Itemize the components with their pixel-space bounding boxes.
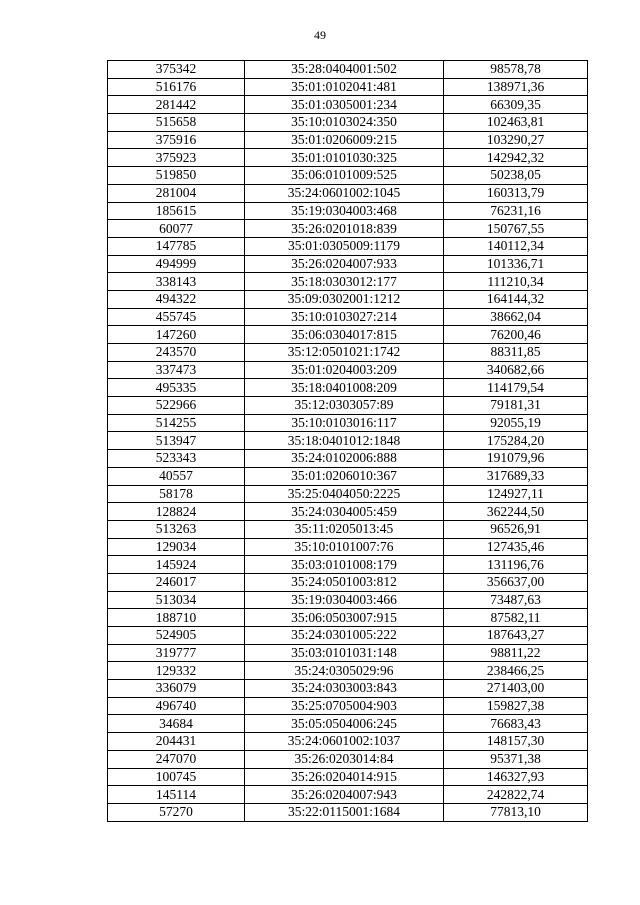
record-id-cell: 145114 (108, 786, 245, 804)
cadastral-number-cell: 35:01:0101030:325 (245, 149, 444, 167)
value-cell: 76683,43 (444, 715, 588, 733)
record-id-cell: 145924 (108, 556, 245, 574)
record-id-cell: 524905 (108, 627, 245, 645)
table-body (108, 61, 588, 822)
cadastral-number-cell: 35:11:0205013:45 (245, 520, 444, 538)
value-cell: 148157,30 (444, 733, 588, 751)
table-row (108, 768, 588, 786)
record-id-cell: 147785 (108, 237, 245, 255)
cadastral-number-cell: 35:01:0206009:215 (245, 131, 444, 149)
table-row (108, 255, 588, 273)
cadastral-number-cell: 35:03:0101031:148 (245, 644, 444, 662)
value-cell: 238466,25 (444, 662, 588, 680)
record-id-cell: 57270 (108, 803, 245, 821)
cadastral-number-cell: 35:26:0203014:84 (245, 750, 444, 768)
table-row (108, 750, 588, 768)
value-cell: 271403,00 (444, 680, 588, 698)
cadastral-number-cell: 35:06:0304017:815 (245, 326, 444, 344)
cadastral-number-cell: 35:10:0103016:117 (245, 414, 444, 432)
record-id-cell: 129332 (108, 662, 245, 680)
record-id-cell: 496740 (108, 697, 245, 715)
record-id-cell: 513034 (108, 591, 245, 609)
table-row (108, 220, 588, 238)
table-row (108, 397, 588, 415)
cadastral-number-cell: 35:10:0103027:214 (245, 308, 444, 326)
record-id-cell: 281442 (108, 96, 245, 114)
cadastral-number-cell: 35:25:0705004:903 (245, 697, 444, 715)
value-cell: 175284,20 (444, 432, 588, 450)
table-row (108, 573, 588, 591)
record-id-cell: 281004 (108, 184, 245, 202)
value-cell: 150767,55 (444, 220, 588, 238)
value-cell: 95371,38 (444, 750, 588, 768)
record-id-cell: 60077 (108, 220, 245, 238)
value-cell: 98811,22 (444, 644, 588, 662)
value-cell: 87582,11 (444, 609, 588, 627)
record-id-cell: 519850 (108, 167, 245, 185)
table-row (108, 290, 588, 308)
cadastral-number-cell: 35:24:0501003:812 (245, 573, 444, 591)
value-cell: 98578,78 (444, 61, 588, 79)
record-id-cell: 128824 (108, 503, 245, 521)
record-id-cell: 513947 (108, 432, 245, 450)
record-id-cell: 147260 (108, 326, 245, 344)
table-row (108, 680, 588, 698)
cadastral-number-cell: 35:24:0601002:1037 (245, 733, 444, 751)
table-row (108, 644, 588, 662)
table-row (108, 61, 588, 79)
record-id-cell: 375342 (108, 61, 245, 79)
record-id-cell: 40557 (108, 467, 245, 485)
record-id-cell: 338143 (108, 273, 245, 291)
cadastral-number-cell: 35:05:0504006:245 (245, 715, 444, 733)
cadastral-number-cell: 35:26:0201018:839 (245, 220, 444, 238)
record-id-cell: 34684 (108, 715, 245, 733)
table-row (108, 432, 588, 450)
table-row (108, 114, 588, 132)
record-id-cell: 185615 (108, 202, 245, 220)
value-cell: 111210,34 (444, 273, 588, 291)
value-cell: 96526,91 (444, 520, 588, 538)
table-row (108, 609, 588, 627)
cadastral-number-cell: 35:19:0304003:466 (245, 591, 444, 609)
value-cell: 242822,74 (444, 786, 588, 804)
table-row (108, 202, 588, 220)
record-id-cell: 375916 (108, 131, 245, 149)
record-id-cell: 319777 (108, 644, 245, 662)
record-id-cell: 247070 (108, 750, 245, 768)
record-id-cell: 515658 (108, 114, 245, 132)
record-id-cell: 129034 (108, 538, 245, 556)
record-id-cell: 455745 (108, 308, 245, 326)
cadastral-number-cell: 35:18:0401008:209 (245, 379, 444, 397)
table-row (108, 237, 588, 255)
cadastral-number-cell: 35:19:0304003:468 (245, 202, 444, 220)
value-cell: 356637,00 (444, 573, 588, 591)
table-row (108, 733, 588, 751)
record-id-cell: 204431 (108, 733, 245, 751)
table-row (108, 273, 588, 291)
value-cell: 79181,31 (444, 397, 588, 415)
value-cell: 101336,71 (444, 255, 588, 273)
record-id-cell: 336079 (108, 680, 245, 698)
cadastral-number-cell: 35:09:0302001:1212 (245, 290, 444, 308)
record-id-cell: 337473 (108, 361, 245, 379)
value-cell: 340682,66 (444, 361, 588, 379)
table-row (108, 697, 588, 715)
table-row (108, 167, 588, 185)
table-row (108, 538, 588, 556)
table-row (108, 803, 588, 821)
record-id-cell: 522966 (108, 397, 245, 415)
table-row (108, 591, 588, 609)
table-row (108, 485, 588, 503)
table-row (108, 627, 588, 645)
value-cell: 140112,34 (444, 237, 588, 255)
value-cell: 187643,27 (444, 627, 588, 645)
value-cell: 114179,54 (444, 379, 588, 397)
value-cell: 77813,10 (444, 803, 588, 821)
record-id-cell: 246017 (108, 573, 245, 591)
value-cell: 138971,36 (444, 78, 588, 96)
cadastral-number-cell: 35:26:0204014:915 (245, 768, 444, 786)
value-cell: 127435,46 (444, 538, 588, 556)
value-cell: 317689,33 (444, 467, 588, 485)
table-row (108, 467, 588, 485)
cadastral-number-cell: 35:28:0404001:502 (245, 61, 444, 79)
record-id-cell: 188710 (108, 609, 245, 627)
cadastral-number-cell: 35:06:0503007:915 (245, 609, 444, 627)
cadastral-number-cell: 35:25:0404050:2225 (245, 485, 444, 503)
cadastral-number-cell: 35:01:0204003:209 (245, 361, 444, 379)
cadastral-number-cell: 35:01:0305009:1179 (245, 237, 444, 255)
value-cell: 88311,85 (444, 344, 588, 362)
value-cell: 102463,81 (444, 114, 588, 132)
value-cell: 76231,16 (444, 202, 588, 220)
cadastral-number-cell: 35:26:0204007:943 (245, 786, 444, 804)
value-cell: 76200,46 (444, 326, 588, 344)
cadastral-number-cell: 35:10:0101007:76 (245, 538, 444, 556)
value-cell: 191079,96 (444, 450, 588, 468)
cadastral-number-cell: 35:24:0304005:459 (245, 503, 444, 521)
record-id-cell: 516176 (108, 78, 245, 96)
value-cell: 159827,38 (444, 697, 588, 715)
cadastral-number-cell: 35:12:0501021:1742 (245, 344, 444, 362)
record-id-cell: 494322 (108, 290, 245, 308)
value-cell: 146327,93 (444, 768, 588, 786)
value-cell: 131196,76 (444, 556, 588, 574)
table-row (108, 96, 588, 114)
record-id-cell: 375923 (108, 149, 245, 167)
table-row (108, 344, 588, 362)
cadastral-number-cell: 35:01:0305001:234 (245, 96, 444, 114)
cadastral-number-cell: 35:01:0102041:481 (245, 78, 444, 96)
cadastral-number-cell: 35:12:0303057:89 (245, 397, 444, 415)
value-cell: 92055,19 (444, 414, 588, 432)
table-row (108, 414, 588, 432)
table-row (108, 78, 588, 96)
value-cell: 38662,04 (444, 308, 588, 326)
table-row (108, 786, 588, 804)
table-row (108, 361, 588, 379)
cadastral-number-cell: 35:26:0204007:933 (245, 255, 444, 273)
table-row (108, 503, 588, 521)
table-row (108, 379, 588, 397)
record-id-cell: 513263 (108, 520, 245, 538)
table-row (108, 326, 588, 344)
table-row (108, 149, 588, 167)
cadastral-number-cell: 35:18:0303012:177 (245, 273, 444, 291)
cadastral-number-cell: 35:24:0301005:222 (245, 627, 444, 645)
cadastral-number-cell: 35:18:0401012:1848 (245, 432, 444, 450)
cadastral-number-cell: 35:01:0206010:367 (245, 467, 444, 485)
value-cell: 142942,32 (444, 149, 588, 167)
cadastral-number-cell: 35:24:0303003:843 (245, 680, 444, 698)
value-cell: 73487,63 (444, 591, 588, 609)
cadastral-number-cell: 35:03:0101008:179 (245, 556, 444, 574)
value-cell: 50238,05 (444, 167, 588, 185)
value-cell: 362244,50 (444, 503, 588, 521)
record-id-cell: 495335 (108, 379, 245, 397)
table-row (108, 715, 588, 733)
value-cell: 164144,32 (444, 290, 588, 308)
value-cell: 124927,11 (444, 485, 588, 503)
table-row (108, 662, 588, 680)
table-row (108, 308, 588, 326)
cadastral-number-cell: 35:10:0103024:350 (245, 114, 444, 132)
cadastral-number-cell: 35:24:0305029:96 (245, 662, 444, 680)
cadastral-number-cell: 35:24:0102006:888 (245, 450, 444, 468)
value-cell: 160313,79 (444, 184, 588, 202)
page-number: 49 (314, 28, 326, 42)
record-id-cell: 523343 (108, 450, 245, 468)
record-id-cell: 494999 (108, 255, 245, 273)
table-row (108, 131, 588, 149)
cadastral-number-cell: 35:24:0601002:1045 (245, 184, 444, 202)
record-id-cell: 243570 (108, 344, 245, 362)
value-cell: 66309,35 (444, 96, 588, 114)
value-cell: 103290,27 (444, 131, 588, 149)
table-row (108, 520, 588, 538)
record-id-cell: 100745 (108, 768, 245, 786)
table-row (108, 450, 588, 468)
table-row (108, 556, 588, 574)
cadastral-number-cell: 35:06:0101009:525 (245, 167, 444, 185)
record-id-cell: 514255 (108, 414, 245, 432)
record-id-cell: 58178 (108, 485, 245, 503)
data-table (107, 60, 588, 822)
table-row (108, 184, 588, 202)
cadastral-number-cell: 35:22:0115001:1684 (245, 803, 444, 821)
